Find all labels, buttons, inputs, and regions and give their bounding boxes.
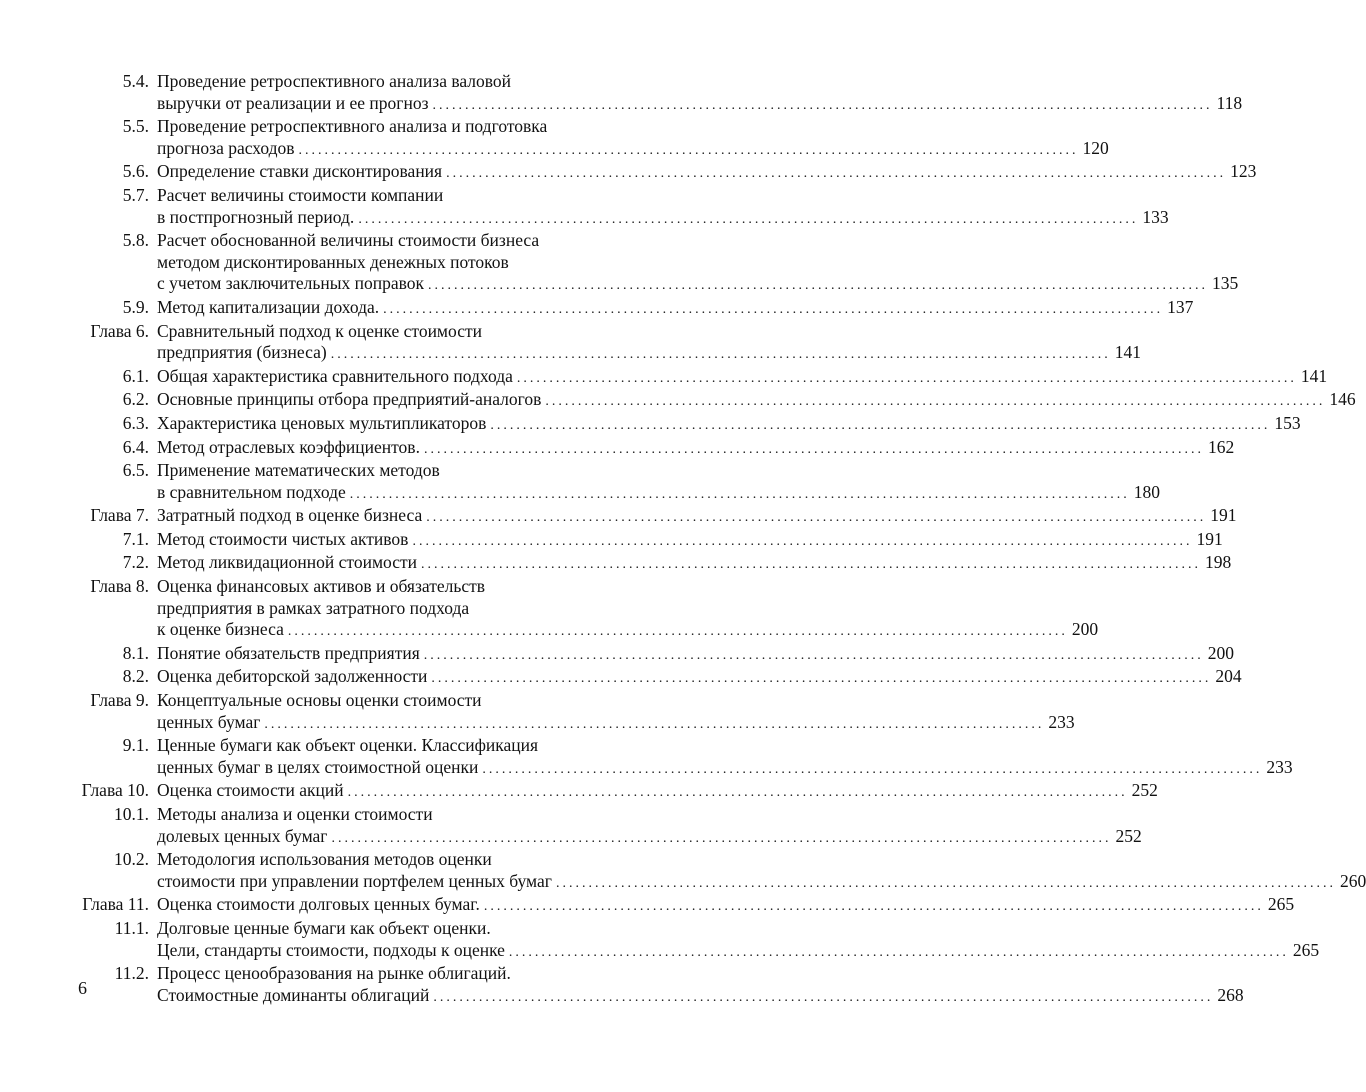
toc-entry — [0, 116, 1109, 161]
toc-entry-title: Метод стоимости чистых активов — [157, 528, 409, 549]
toc-entry-page: 191 — [1196, 528, 1223, 549]
toc-entry-title: Определение ставки дисконтирования — [157, 161, 443, 182]
toc-entry-last-line — [157, 137, 1109, 162]
toc-entry-page: 252 — [1115, 825, 1142, 846]
toc-entry-title: выручки от реализации и ее прогноз — [157, 92, 429, 113]
dot-leader: ........................................................................................................................ — [412, 533, 1193, 549]
toc-entry-number: 10.1. — [114, 804, 149, 824]
toc-entry-page: 162 — [1207, 436, 1235, 457]
toc-entry — [0, 320, 1141, 366]
dot-leader: ........................................................................................................................ — [432, 97, 1213, 113]
toc-entry-line — [157, 735, 651, 757]
toc-entry-number: 5.8. — [122, 230, 149, 251]
toc-entry — [0, 917, 1320, 963]
toc-entry-line — [157, 849, 651, 871]
toc-entry-last-line — [157, 342, 1141, 366]
toc-entry-last-line — [157, 92, 1243, 117]
toc-entry-number: 8.1. — [122, 642, 149, 663]
toc-entry-number: Глава 6. — [90, 320, 149, 341]
toc-entry-number: 8.2. — [122, 666, 149, 687]
dot-leader: ........................................................................................................................ — [349, 486, 1130, 502]
toc-entry-title: к оценке бизнеса — [157, 619, 284, 640]
toc-entry-line — [157, 576, 651, 598]
dot-leader: ........................................................................................................................ — [330, 347, 1111, 363]
toc-entry-line — [157, 321, 651, 343]
toc-entry-title: Оценка стоимости долговых ценных бумаг. — [157, 894, 480, 915]
toc-entry-number: Глава 8. — [90, 576, 149, 597]
toc-entry-title: Применение математических методов — [157, 460, 440, 481]
toc-entry-title: Основные принципы отбора предприятий-аналогов — [157, 389, 542, 410]
toc-entry-line — [157, 71, 651, 93]
dot-leader: ........................................................................................................................ — [483, 899, 1264, 915]
table-of-contents — [0, 71, 1366, 1008]
toc-entry — [0, 365, 1328, 390]
toc-entry-last-line — [157, 619, 1099, 643]
toc-entry — [0, 412, 1301, 437]
toc-entry-number: 5.4. — [122, 71, 149, 91]
toc-entry-line — [157, 230, 651, 252]
toc-entry — [0, 161, 1257, 185]
toc-entry-number: Глава 9. — [90, 690, 149, 711]
toc-entry-title: Концептуальные основы оценки стоимости — [157, 690, 482, 711]
toc-entry-last-line — [157, 825, 1142, 850]
toc-entry-page: 120 — [1082, 137, 1109, 158]
toc-entry — [0, 460, 1161, 505]
toc-entry-line — [157, 185, 651, 207]
toc-entry-number: 9.1. — [122, 735, 149, 756]
toc-entry-title: долевых ценных бумаг — [157, 825, 328, 846]
toc-entry-title: ценных бумаг в целях стоимостной оценки — [157, 756, 479, 777]
dot-leader: ........................................................................................................................ — [508, 944, 1289, 960]
toc-entry-line — [157, 918, 651, 940]
toc-entry-title: Цели, стандарты стоимости, подходы к оценке — [157, 939, 505, 960]
toc-entry-line — [157, 598, 651, 620]
toc-entry — [0, 804, 1142, 849]
toc-entry-number: 5.7. — [122, 184, 149, 205]
toc-entry-last-line — [157, 296, 1194, 321]
toc-entry — [0, 576, 1099, 643]
toc-entry-title: Процесс ценообразования на рынке облигаций. — [157, 963, 511, 984]
toc-entry-page: 153 — [1274, 412, 1301, 433]
toc-entry-last-line — [157, 365, 1328, 390]
toc-entry-last-line — [157, 780, 1158, 804]
toc-entry-line — [157, 804, 651, 826]
toc-entry-line — [157, 963, 651, 985]
toc-entry-number: 10.2. — [114, 849, 149, 870]
toc-entry-last-line — [157, 389, 1356, 413]
toc-entry-title: Расчет обоснованной величины стоимости бизнеса — [157, 230, 540, 251]
dot-leader: ........................................................................................................................ — [331, 830, 1112, 846]
toc-entry-last-line — [157, 273, 1239, 297]
dot-leader: ........................................................................................................................ — [433, 989, 1214, 1005]
toc-entry — [0, 735, 1293, 780]
toc-entry-title: Затратный подход в оценке бизнеса — [157, 505, 423, 526]
toc-entry-last-line — [157, 528, 1223, 553]
toc-entry — [0, 71, 1243, 116]
toc-entry-title: Оценка дебиторской задолженности — [157, 666, 428, 687]
toc-entry-number: 6.3. — [122, 412, 149, 433]
dot-leader: ........................................................................................................................ — [545, 394, 1326, 410]
toc-entry-page: 133 — [1142, 206, 1169, 227]
toc-entry-last-line — [157, 711, 1075, 736]
toc-entry-title: Методы анализа и оценки стоимости — [157, 804, 433, 824]
toc-entry-last-line — [157, 642, 1235, 667]
toc-entry-title: Оценка финансовых активов и обязательств — [157, 576, 486, 597]
toc-entry-page: 252 — [1131, 780, 1158, 801]
toc-entry-line — [157, 252, 651, 274]
toc-entry — [0, 780, 1158, 804]
toc-entry-page: 233 — [1048, 711, 1075, 732]
toc-entry-title: в постпрогнозный период. — [157, 206, 355, 227]
toc-entry-title: предприятия (бизнеса) — [157, 342, 327, 363]
dot-leader: ........................................................................................................................ — [490, 417, 1271, 433]
toc-entry-page: 191 — [1210, 505, 1237, 526]
toc-entry — [0, 963, 1244, 1008]
dot-leader: ........................................................................................................................ — [428, 278, 1209, 294]
toc-entry-number: 5.6. — [122, 161, 149, 182]
toc-entry-title: Общая характеристика сравнительного подхода — [157, 365, 513, 386]
toc-entry — [0, 389, 1356, 413]
toc-entry-last-line — [157, 939, 1320, 964]
toc-entry-title: Методология использования методов оценки — [157, 849, 492, 870]
toc-entry-title: методом дисконтированных денежных потоков — [157, 251, 509, 272]
dot-leader: ........................................................................................................................ — [555, 875, 1336, 891]
dot-leader: ........................................................................................................................ — [426, 510, 1207, 526]
toc-entry-page: 268 — [1217, 984, 1244, 1005]
toc-entry-title: с учетом заключительных поправок — [157, 273, 425, 294]
dot-leader: ........................................................................................................................ — [423, 647, 1204, 663]
toc-entry-title: Сравнительный подход к оценке стоимости — [157, 320, 482, 341]
toc-entry-last-line — [157, 412, 1301, 437]
toc-entry-page: 146 — [1329, 389, 1356, 410]
dot-leader: ........................................................................................................................ — [287, 624, 1068, 640]
toc-entry-page: 200 — [1207, 642, 1235, 663]
toc-entry-last-line — [157, 666, 1242, 690]
toc-entry-line — [157, 690, 651, 712]
dot-leader: ........................................................................................................................ — [298, 142, 1079, 158]
toc-entry-last-line — [157, 481, 1161, 506]
dot-leader: ........................................................................................................................ — [516, 370, 1297, 386]
toc-entry-number: 6.4. — [122, 436, 149, 457]
toc-entry-last-line — [157, 505, 1237, 529]
toc-entry-page: 180 — [1133, 481, 1161, 502]
toc-entry-page: 233 — [1266, 756, 1293, 777]
toc-entry-page: 141 — [1300, 365, 1328, 386]
toc-entry-number: 5.9. — [122, 296, 149, 317]
toc-entry — [0, 666, 1242, 690]
toc-entry-number: 11.2. — [114, 963, 149, 984]
toc-entry-title: Стоимостные доминанты облигаций — [157, 984, 430, 1005]
toc-entry-title: Метод отраслевых коэффициентов. — [157, 436, 420, 457]
toc-entry-last-line — [157, 756, 1293, 781]
toc-entry-number: 6.5. — [122, 460, 149, 481]
toc-entry-title: в сравнительном подходе — [157, 481, 346, 502]
page-number: 6 — [78, 978, 87, 998]
dot-leader: ........................................................................................................................ — [358, 211, 1139, 227]
toc-entry — [0, 894, 1295, 918]
toc-entry-title: Долговые ценные бумаги как объект оценки. — [157, 917, 491, 938]
toc-entry-number: 6.1. — [122, 365, 149, 386]
toc-entry — [0, 552, 1232, 576]
toc-entry-title: предприятия в рамках затратного подхода — [157, 597, 470, 618]
toc-entry — [0, 505, 1237, 529]
toc-entry-number: 11.1. — [114, 917, 149, 938]
dot-leader: ........................................................................................................................ — [420, 557, 1201, 573]
toc-entry-title: Понятие обязательств предприятия — [157, 642, 420, 663]
toc-entry-title: Расчет величины стоимости компании — [157, 184, 444, 205]
dot-leader: ........................................................................................................................ — [446, 166, 1227, 182]
toc-entry-last-line — [157, 436, 1235, 461]
toc-entry-title: Ценные бумаги как объект оценки. Классификация — [157, 735, 539, 756]
toc-entry-page: 137 — [1167, 296, 1194, 317]
dot-leader: ........................................................................................................................ — [347, 785, 1128, 801]
dot-leader: ........................................................................................................................ — [423, 441, 1204, 457]
toc-entry-title: стоимости при управлении портфелем ценных бумаг — [157, 870, 552, 891]
toc-entry-number: 7.1. — [122, 528, 149, 549]
toc-entry-page: 135 — [1212, 273, 1239, 294]
toc-entry-title: Оценка стоимости акций — [157, 780, 344, 801]
toc-entry — [0, 230, 1239, 297]
toc-entry-line — [157, 460, 651, 482]
toc-entry-title: Проведение ретроспективного анализа валовой — [157, 71, 512, 91]
toc-entry-number: 7.2. — [122, 552, 149, 573]
toc-entry — [0, 690, 1075, 735]
toc-entry-last-line — [157, 870, 1366, 895]
toc-entry-number: 6.2. — [122, 389, 149, 410]
toc-entry — [0, 184, 1169, 230]
toc-entry-title: Характеристика ценовых мультипликаторов — [157, 412, 487, 433]
toc-entry-last-line — [157, 984, 1244, 1009]
toc-entry-title: ценных бумаг — [157, 711, 261, 732]
toc-entry-number: Глава 11. — [82, 894, 149, 915]
toc-entry-title: Проведение ретроспективного анализа и подготовка — [157, 116, 548, 137]
toc-entry-title: Метод ликвидационной стоимости — [157, 552, 417, 573]
toc-entry-last-line — [157, 161, 1257, 185]
toc-entry — [0, 436, 1235, 461]
dot-leader: ........................................................................................................................ — [264, 716, 1045, 732]
toc-entry-number: Глава 7. — [90, 505, 149, 526]
toc-entry-last-line — [157, 206, 1169, 231]
toc-entry-number: 5.5. — [122, 116, 149, 137]
toc-entry-page: 265 — [1292, 939, 1320, 960]
toc-entry — [0, 528, 1223, 553]
toc-entry-page: 141 — [1114, 342, 1141, 363]
toc-entry-number: Глава 10. — [81, 780, 149, 801]
dot-leader: ........................................................................................................................ — [431, 671, 1212, 687]
toc-entry-title: Метод капитализации дохода. — [157, 296, 380, 317]
toc-entry-page: 198 — [1204, 552, 1232, 573]
toc-entry-line — [157, 116, 651, 138]
dot-leader: ........................................................................................................................ — [482, 761, 1263, 777]
toc-entry-page: 204 — [1215, 666, 1242, 687]
toc-entry-page: 265 — [1267, 894, 1295, 915]
toc-entry-page: 200 — [1071, 619, 1099, 640]
toc-entry-title: прогноза расходов — [157, 137, 295, 158]
toc-entry — [0, 296, 1194, 321]
dot-leader: ........................................................................................................................ — [383, 301, 1164, 317]
toc-entry-last-line — [157, 552, 1232, 576]
toc-entry — [0, 849, 1366, 894]
toc-entry-last-line — [157, 894, 1295, 918]
toc-entry-page: 118 — [1216, 92, 1243, 113]
toc-entry-page: 260 — [1339, 870, 1366, 891]
toc-entry-page: 123 — [1230, 161, 1257, 182]
toc-entry — [0, 642, 1235, 667]
